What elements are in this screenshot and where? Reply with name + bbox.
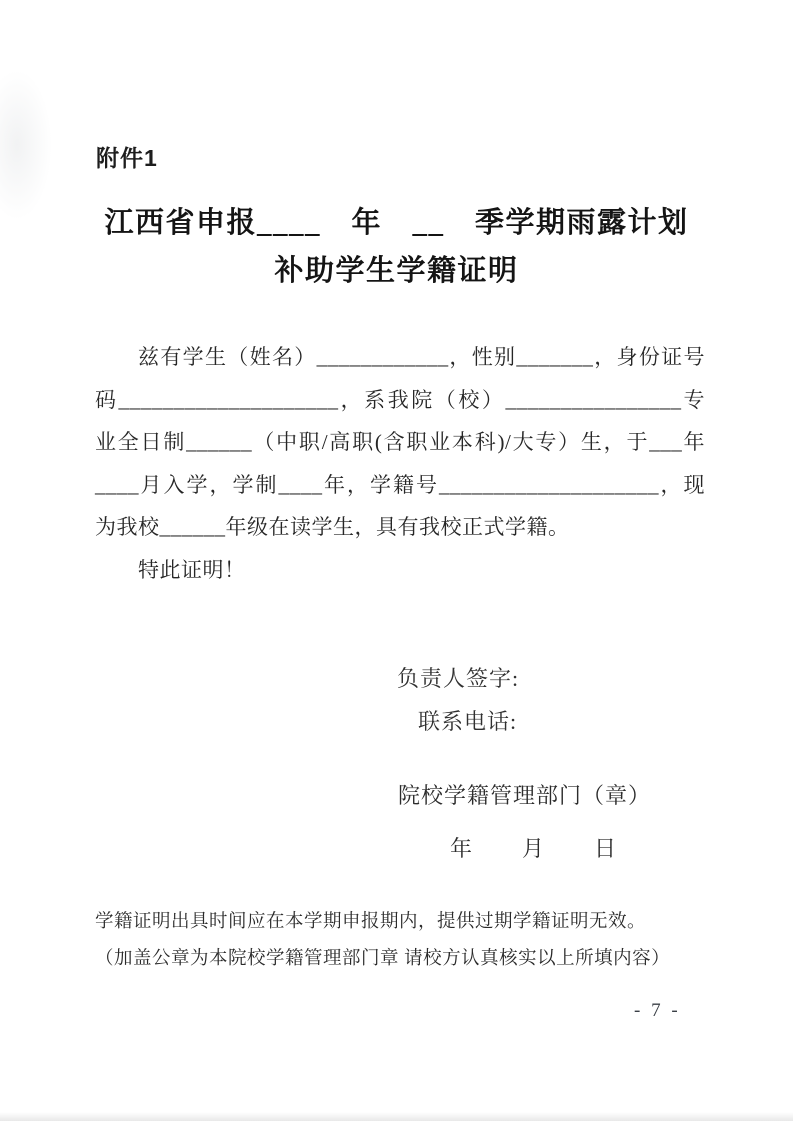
certificate-body: [95, 336, 705, 591]
body-line-5: 为我校______年级在读学生，具有我校正式学籍。: [95, 515, 570, 539]
body-line-3: 业全日制______（中职/高职(含职业本科)/大专）生，于___年: [95, 430, 705, 454]
body-line-4: ____月入学，学制____年，学籍号____________________，现: [95, 472, 705, 497]
contact-phone-label: 联系电话:: [418, 709, 518, 734]
footer-notes: [95, 904, 735, 978]
document-title-line2: 补助学生学籍证明: [274, 255, 519, 287]
department-seal-label: 院校学籍管理部门（章）: [398, 783, 652, 808]
responsible-signature-label: 负责人签字:: [397, 666, 520, 691]
scan-artifact: [0, 70, 52, 220]
closing-statement: 特此证明！: [138, 557, 246, 582]
page-number: - 7 -: [634, 1000, 681, 1021]
signature-block: [397, 657, 519, 743]
body-line-1: 兹有学生（姓名）____________，性别_______，身份证号: [138, 345, 705, 369]
scan-edge-shadow: [0, 1112, 793, 1121]
body-line-2: 码____________________，系我院（校）________________专: [95, 387, 705, 412]
document-title-line1: 江西省申报____ 年 __ 季学期雨露计划: [104, 207, 689, 239]
document-title: [0, 199, 793, 295]
note-seal-instruction: （加盖公章为本院校学籍管理部门章 请校方认真核实以上所填内容）: [95, 949, 671, 969]
date-line: 年 月 日: [450, 836, 619, 861]
attachment-label: 附件1: [96, 145, 158, 171]
seal-block: [398, 779, 651, 863]
note-validity: 学籍证明出具时间应在本学期申报期内，提供过期学籍证明无效。: [95, 912, 647, 932]
